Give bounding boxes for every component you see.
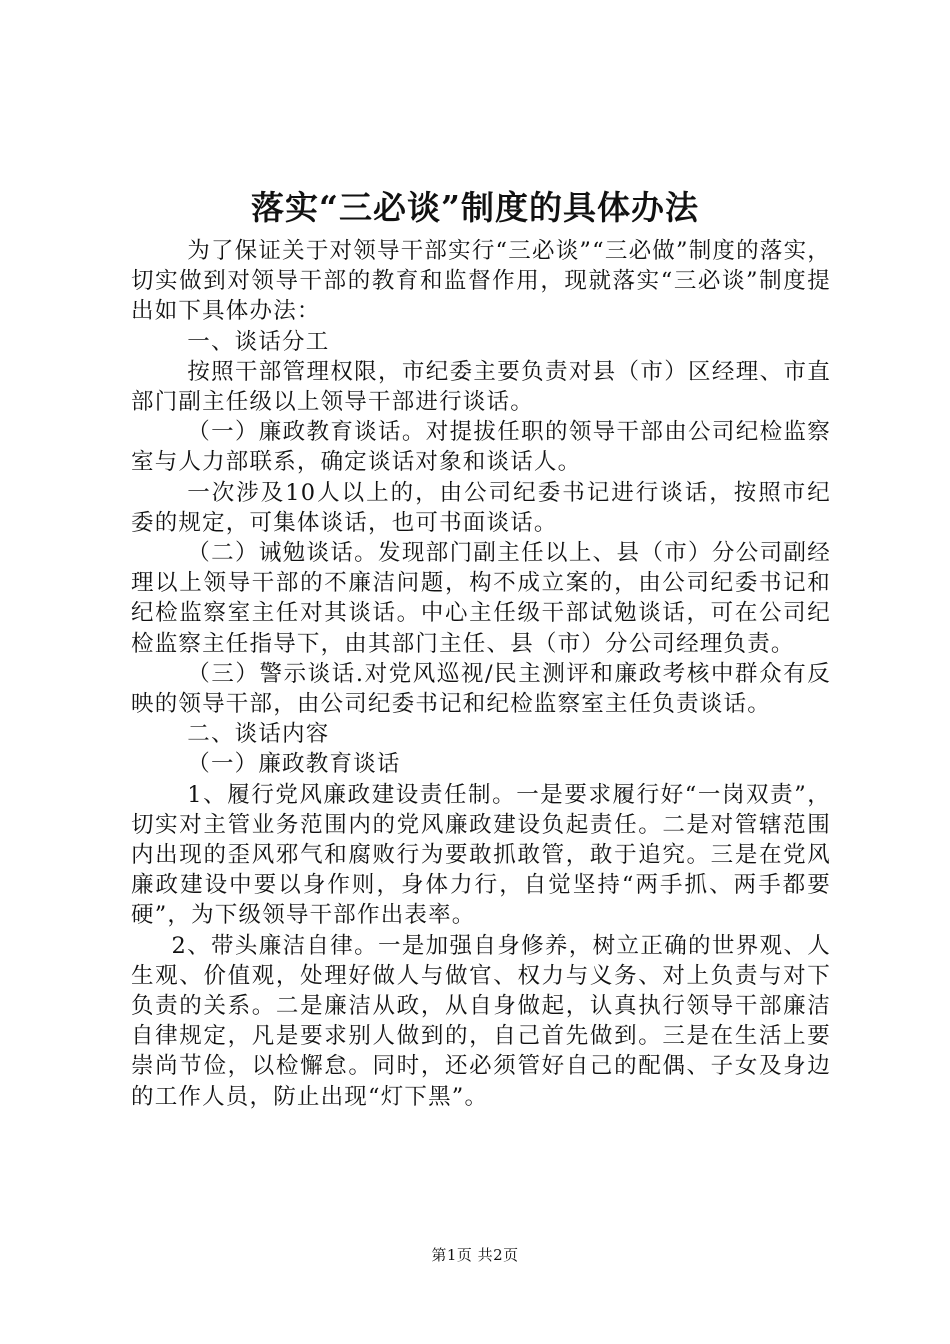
document-title: 落实“三必谈”制度的具体办法 [251,188,699,227]
paragraph-admonition-talk: （二）诫勉谈话。发现部门副主任以上、县（市）分公司副经理以上领导干部的不廉洁问题，构不成立案的，由公司纪委书记和纪检监察室主任对其谈话。中心主任级干部试勉谈话，可在公司纪检监察主任指导下，由其部门主任、县（市）分公司经理负责。 [131,540,831,657]
section-heading-2: 二、谈话内容 [187,721,330,748]
page-footer: 第1页 共2页 [431,1246,519,1264]
paragraph-self-discipline: 2、带头廉洁自律。一是加强自身修养，树立正确的世界观、人生观、价值观，处理好做人与做官、权力与义务、对上负责与对下负责的关系。二是廉洁从政，从自身做起，认真执行领导干部廉洁自律规定，凡是要求别人做到的，自己首先做到。三是在生活上要崇尚节俭，以检懈怠。同时，还必须管好自己的配偶、子女及身边的工作人员，防止出现“灯下黑”。 [131,932,831,1110]
paragraph-group-talk: 一次涉及10人以上的，由公司纪委书记进行谈话，按照市纪委的规定，可集体谈话，也可书面谈话。 [131,479,831,536]
subsection-heading: （一）廉政教育谈话 [187,751,401,778]
paragraph-intro: 为了保证关于对领导干部实行“三必谈”“三必做”制度的落实，切实做到对领导干部的教育和监督作用，现就落实“三必谈”制度提出如下具体办法： [131,238,831,325]
document-body [131,236,831,1112]
paragraph-division: 按照干部管理权限，市纪委主要负责对县（市）区经理、市直部门副主任级以上领导干部进行谈话。 [131,358,831,416]
paragraph-warning-talk: （三）警示谈话.对党风巡视/民主测评和廉政考核中群众有反映的领导干部，由公司纪委书记和纪检监察室主任负责谈话。 [131,660,831,718]
paragraph-responsibility: 1、履行党风廉政建设责任制。一是要求履行好“一岗双责”，切实对主管业务范围内的党风廉政建设负起责任。二是对管辖范围内出现的歪风邪气和腐败行为要敢抓敢管，敢于追究。三是在党风廉政建设中要以身作则，身体力行，自觉坚持“两手抓、两手都要硬”，为下级领导干部作出表率。 [131,781,831,929]
section-heading-1: 一、谈话分工 [187,328,330,355]
paragraph-integrity-talk: （一）廉政教育谈话。对提拔任职的领导干部由公司纪检监察室与人力部联系，确定谈话对象和谈话人。 [131,419,831,476]
